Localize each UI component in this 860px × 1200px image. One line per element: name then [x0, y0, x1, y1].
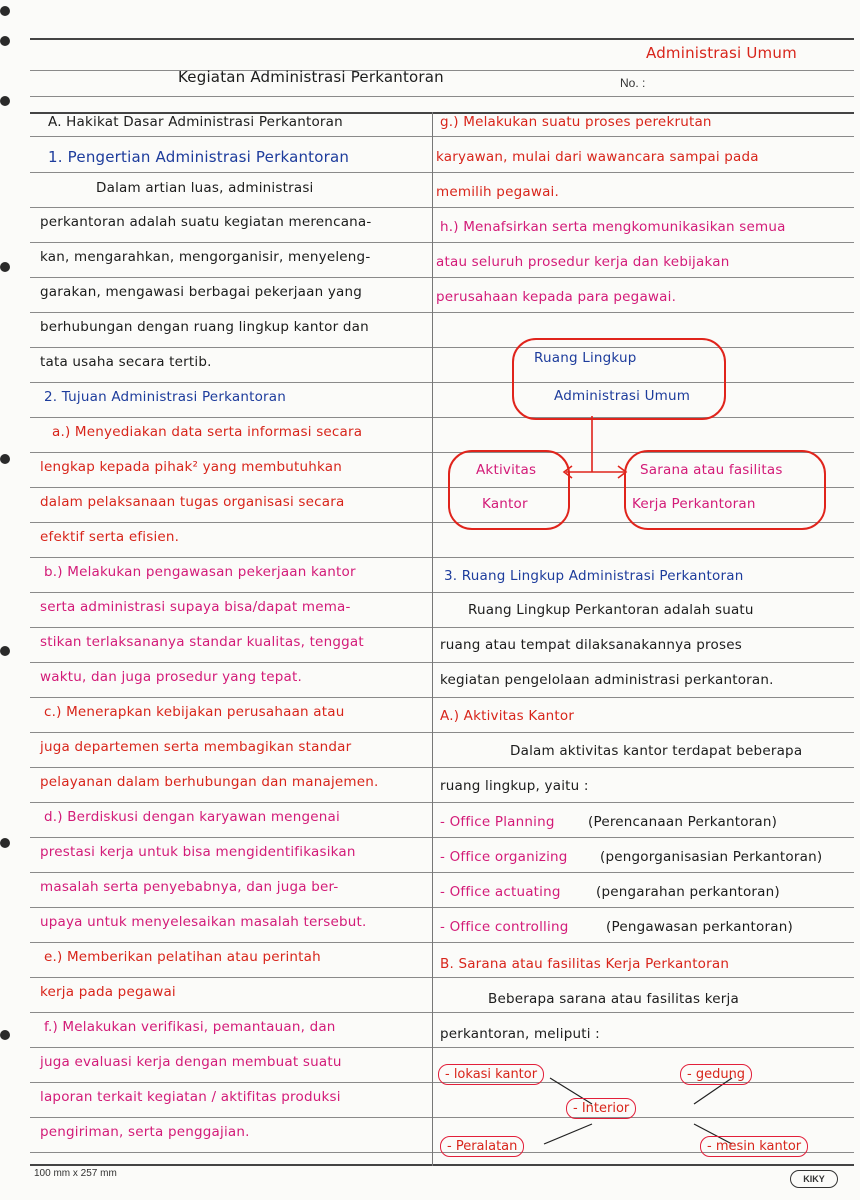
A-item-id: (pengorganisasian Perkantoran): [600, 849, 823, 865]
binder-holes: [0, 0, 14, 1200]
A-item-id: (Pengawasan perkantoran): [606, 919, 793, 935]
number-label: No. :: [620, 76, 646, 90]
A-intro-line: ruang lingkup, yaitu :: [440, 778, 589, 794]
root-cloud-line2: Administrasi Umum: [554, 388, 691, 404]
item-e-line: e.) Memberikan pelatihan atau perintah: [44, 949, 321, 965]
A-item-en: - Office controlling: [440, 919, 569, 935]
heading-2: 2. Tujuan Administrasi Perkantoran: [44, 389, 287, 405]
column-divider: [432, 112, 433, 1166]
heading-1: 1. Pengertian Administrasi Perkantoran: [48, 148, 350, 166]
item-b-line: b.) Melakukan pengawasan pekerjaan kantor: [44, 564, 356, 580]
facility-cloud-line2: Kerja Perkantoran: [632, 496, 756, 512]
brand-logo: KIKY: [790, 1170, 838, 1188]
item-a-line: a.) Menyediakan data serta informasi secara: [52, 424, 363, 440]
facility-equipment: - Peralatan: [440, 1136, 524, 1157]
subject-label: Administrasi Umum: [646, 44, 797, 62]
p3-line: Ruang Lingkup Perkantoran adalah suatu: [468, 602, 754, 618]
section-B-heading: B. Sarana atau fasilitas Kerja Perkantoran: [440, 956, 730, 972]
diagram-arrows: [560, 416, 630, 480]
p1-line: Dalam artian luas, administrasi: [96, 180, 314, 196]
item-e-line: kerja pada pegawai: [40, 984, 176, 1000]
B-intro-line: perkantoran, meliputi :: [440, 1026, 600, 1042]
item-d-line: prestasi kerja untuk bisa mengidentifikasikan: [40, 844, 356, 860]
facility-machine: - mesin kantor: [700, 1136, 808, 1157]
item-g-line: g.) Melakukan suatu proses perekrutan: [440, 114, 712, 130]
item-a-line: lengkap kepada pihak² yang membutuhkan: [40, 459, 343, 475]
item-f-line: laporan terkait kegiatan / aktifitas produksi: [40, 1089, 341, 1105]
A-item-en: - Office organizing: [440, 849, 568, 865]
facility-location: - lokasi kantor: [438, 1064, 544, 1085]
p1-line: berhubungan dengan ruang lingkup kantor dan: [40, 319, 369, 335]
item-a-line: dalam pelaksanaan tugas organisasi secara: [40, 494, 345, 510]
top-rule: [30, 38, 854, 40]
p1-line: garakan, mengawasi berbagai pekerjaan yang: [40, 284, 363, 300]
item-b-line: serta administrasi supaya bisa/dapat mema-: [40, 599, 351, 615]
A-item-en: - Office actuating: [440, 884, 561, 900]
p1-line: tata usaha secara tertib.: [40, 354, 212, 370]
facility-interior: - Interior: [566, 1098, 636, 1119]
item-b-line: stikan terlaksananya standar kualitas, tenggat: [40, 634, 364, 650]
facility-building: - gedung: [680, 1064, 752, 1085]
item-f-line: f.) Melakukan verifikasi, pemantauan, dan: [44, 1019, 336, 1035]
item-c-line: juga departemen serta membagikan standar: [40, 739, 352, 755]
item-b-line: waktu, dan juga prosedur yang tepat.: [40, 669, 302, 685]
item-f-line: juga evaluasi kerja dengan membuat suatu: [40, 1054, 342, 1070]
A-item-id: (Perencanaan Perkantoran): [588, 814, 778, 830]
item-c-line: c.) Menerapkan kebijakan perusahaan atau: [44, 704, 345, 720]
section-a-heading: A. Hakikat Dasar Administrasi Perkantoran: [48, 114, 343, 130]
item-h-line: perusahaan kepada para pegawai.: [436, 289, 677, 305]
p1-line: kan, mengarahkan, mengorganisir, menyeleng-: [40, 249, 371, 265]
item-c-line: pelayanan dalam berhubungan dan manajemen.: [40, 774, 379, 790]
item-h-line: atau seluruh prosedur kerja dan kebijakan: [436, 254, 730, 270]
page-title: Kegiatan Administrasi Perkantoran: [178, 68, 444, 86]
p3-line: ruang atau tempat dilaksanakannya proses: [440, 637, 742, 653]
activity-cloud-line2: Kantor: [482, 496, 528, 512]
paper-size-label: 100 mm x 257 mm: [34, 1168, 117, 1179]
item-d-line: upaya untuk menyelesaikan masalah tersebut.: [40, 914, 367, 930]
A-item-en: - Office Planning: [440, 814, 555, 830]
A-item-id: (pengarahan perkantoran): [596, 884, 780, 900]
item-d-line: d.) Berdiskusi dengan karyawan mengenai: [44, 809, 340, 825]
item-g-line: memilih pegawai.: [436, 184, 559, 200]
p1-line: perkantoran adalah suatu kegiatan merencana-: [40, 214, 372, 230]
item-a-line: efektif serta efisien.: [40, 529, 180, 545]
section-A-heading: A.) Aktivitas Kantor: [440, 708, 575, 724]
A-intro-line: Dalam aktivitas kantor terdapat beberapa: [510, 743, 803, 759]
item-d-line: masalah serta penyebabnya, dan juga ber-: [40, 879, 339, 895]
activity-cloud-line1: Aktivitas: [476, 462, 537, 478]
heading-3: 3. Ruang Lingkup Administrasi Perkantoran: [444, 568, 744, 584]
p3-line: kegiatan pengelolaan administrasi perkantoran.: [440, 672, 774, 688]
item-h-line: h.) Menafsirkan serta mengkomunikasikan semua: [440, 219, 786, 235]
item-g-line: karyawan, mulai dari wawancara sampai pada: [436, 149, 759, 165]
facility-cloud-line1: Sarana atau fasilitas: [640, 462, 783, 478]
item-f-line: pengiriman, serta penggajian.: [40, 1124, 250, 1140]
root-cloud-line1: Ruang Lingkup: [534, 350, 637, 366]
B-intro-line: Beberapa sarana atau fasilitas kerja: [488, 991, 739, 1007]
